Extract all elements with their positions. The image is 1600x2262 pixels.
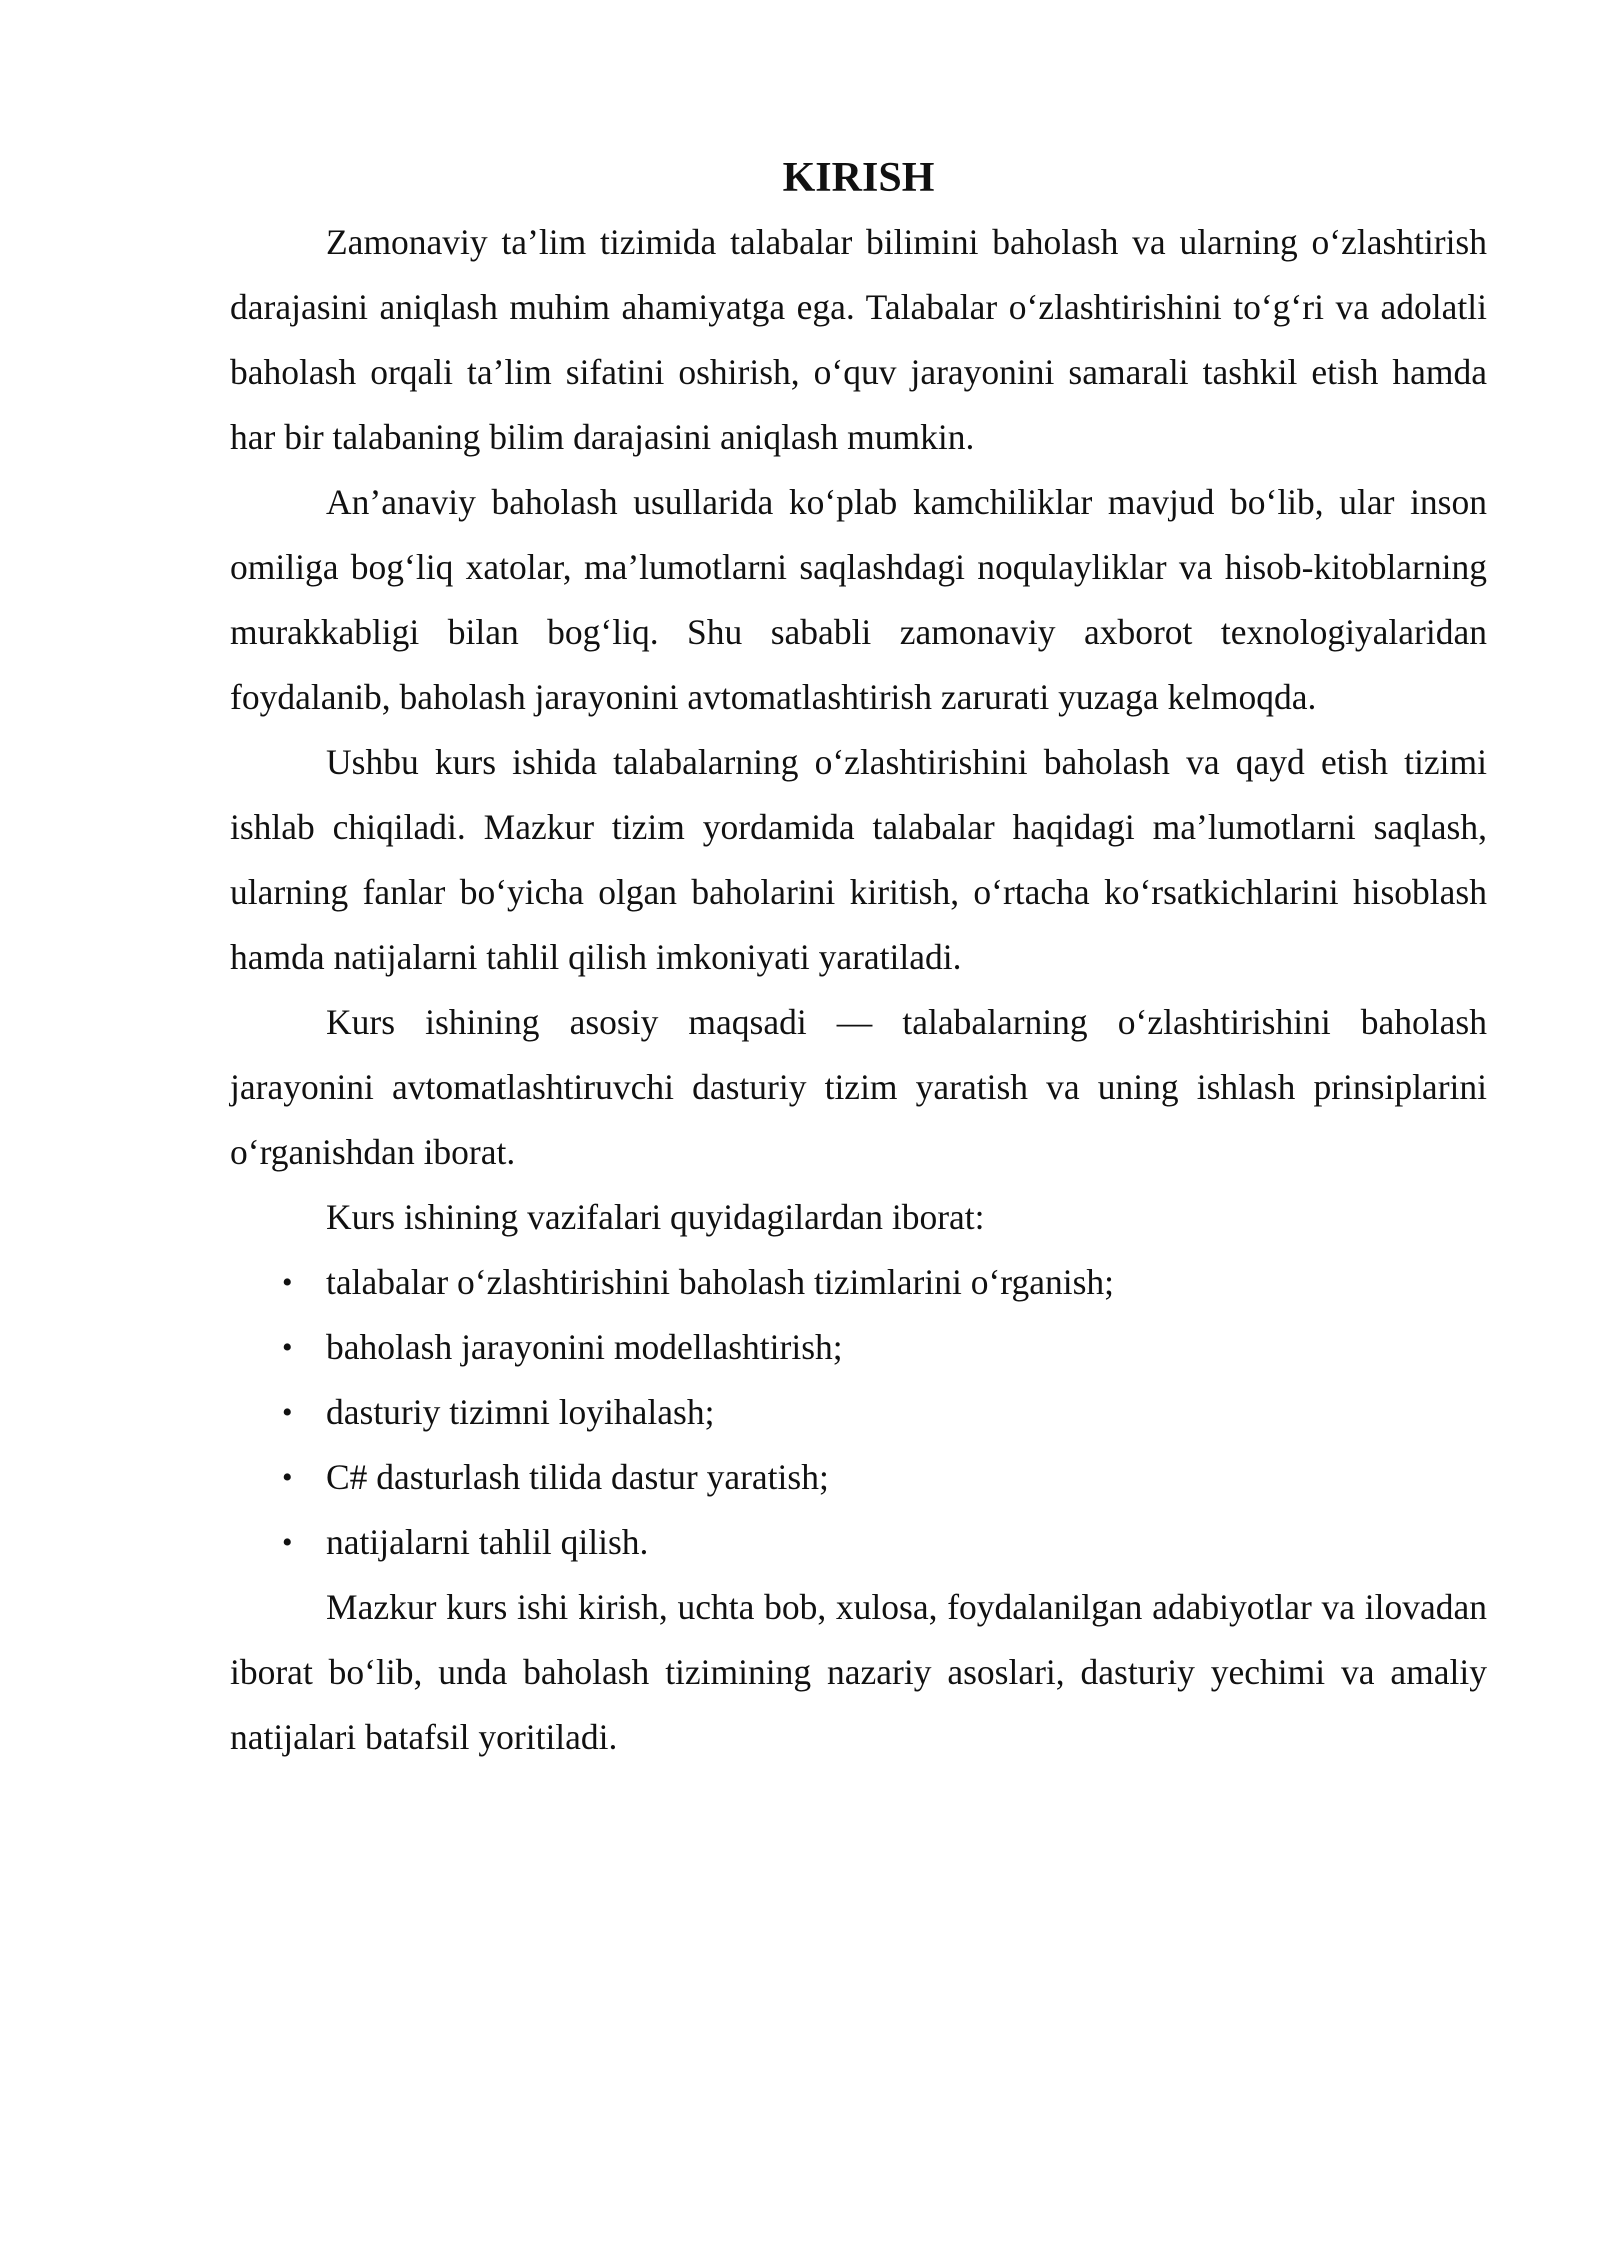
list-item	[230, 1510, 1487, 1575]
tasks-list	[230, 1250, 1487, 1575]
list-item	[230, 1380, 1487, 1445]
closing-paragraph: Mazkur kurs ishi kirish, uchta bob, xulosa, foydalanilgan adabiyotlar va ilovadan iborat bo‘lib, unda baholash tizimining nazariy asoslari, dasturiy yechimi va amaliy natijalari batafsil yoritiladi.	[230, 1587, 1487, 1757]
section-title: KIRISH	[782, 155, 935, 201]
list-item-text: talabalar o‘zlashtirishini baholash tizimlarini o‘rganish;	[326, 1262, 1115, 1302]
aim-paragraph: Kurs ishining asosiy maqsadi — talabalarning o‘zlashtirishini baholash jarayonini avtomatlashtiruvchi dasturiy tizim yaratish va uning ishlash prinsiplarini o‘rganishdan iborat.	[230, 1002, 1487, 1172]
intro-paragraph-2: An’anaviy baholash usullarida ko‘plab kamchiliklar mavjud bo‘lib, ular inson omiliga bog‘liq xatolar, ma’lumotlarni saqlashdagi noqulayliklar va hisob-kitoblarning murakkabligi bilan bog‘liq. Shu sababli zamonaviy axborot texnologiyalaridan foydalanib, baholash jarayonini avtomatlashtirish zarurati yuzaga kelmoqda.	[230, 482, 1487, 717]
tasks-lead-paragraph: Kurs ishining vazifalari quyidagilardan iborat:	[326, 1197, 985, 1237]
list-item	[230, 1445, 1487, 1510]
bullet-icon: •	[282, 1396, 293, 1429]
list-item	[230, 1315, 1487, 1380]
bullet-icon: •	[282, 1526, 293, 1559]
list-item	[230, 1250, 1487, 1315]
bullet-icon: •	[282, 1266, 293, 1299]
bullet-icon: •	[282, 1331, 293, 1364]
list-item-text: baholash jarayonini modellashtirish;	[326, 1327, 843, 1367]
intro-paragraph-3: Ushbu kurs ishida talabalarning o‘zlashtirishini baholash va qayd etish tizimi ishlab chiqiladi. Mazkur tizim yordamida talabalar haqidagi ma’lumotlarni saqlash, ularning fanlar bo‘yicha olgan baholarini kiritish, o‘rtacha ko‘rsatkichlarini hisoblash hamda natijalarni tahlil qilish imkoniyati yaratiladi.	[230, 742, 1487, 977]
list-item-text: natijalarni tahlil qilish.	[326, 1522, 649, 1562]
list-item-text: C# dasturlash tilida dastur yaratish;	[326, 1457, 829, 1497]
document-body	[230, 146, 1487, 1770]
bullet-icon: •	[282, 1461, 293, 1494]
list-item-text: dasturiy tizimni loyihalash;	[326, 1392, 715, 1432]
intro-paragraph-1: Zamonaviy ta’lim tizimida talabalar bilimini baholash va ularning o‘zlashtirish darajasini aniqlash muhim ahamiyatga ega. Talabalar o‘zlashtirishini to‘g‘ri va adolatli baholash orqali ta’lim sifatini oshirish, o‘quv jarayonini samarali tashkil etish hamda har bir talabaning bilim darajasini aniqlash mumkin.	[230, 222, 1487, 457]
